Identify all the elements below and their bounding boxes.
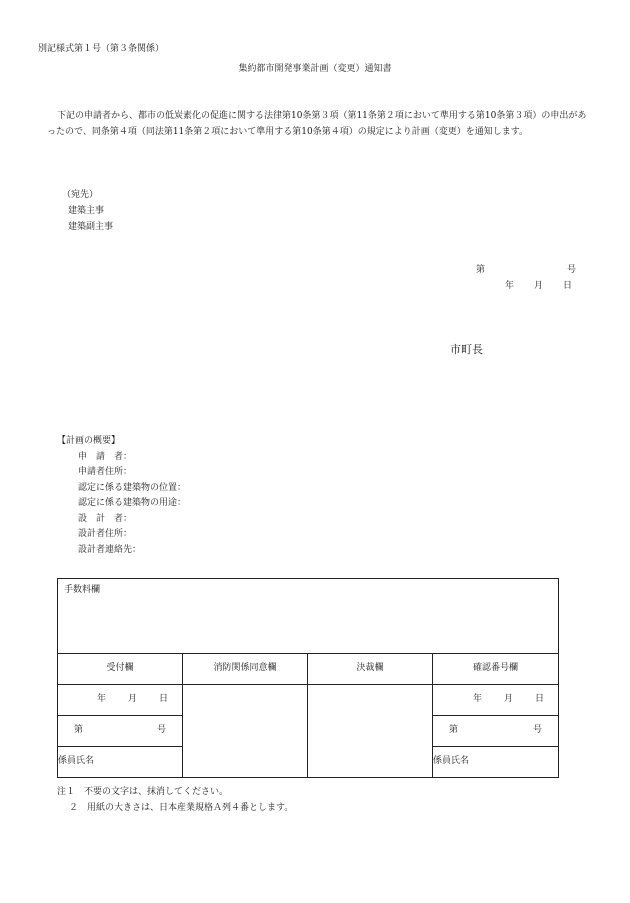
reception-staff-cell: 係員氏名 <box>58 747 183 778</box>
form-number: 別記様式第１号（第３条関係） <box>38 44 165 54</box>
note-2: ２ 用紙の大きさは、日本産業規格Ａ列４番とします。 <box>69 803 294 813</box>
addressee-line-2: 建築副主事 <box>68 222 114 232</box>
document-date-line <box>505 281 572 293</box>
summary-item: 申 請 者： <box>78 451 133 462</box>
note-1: 注１ 不要の文字は、抹消してください。 <box>57 787 229 797</box>
addressee-line-1: 建築主事 <box>68 206 105 216</box>
column-header-confirmation-number: 確認番号欄 <box>433 654 559 685</box>
sender-name: 市町長 <box>450 343 483 356</box>
date-day: 日 <box>563 281 573 291</box>
plan-summary <box>57 434 186 558</box>
date-year: 年 <box>505 281 515 291</box>
confirmation-staff-cell: 係員氏名 <box>433 747 559 778</box>
summary-heading: 【計画の概要】 <box>57 436 121 446</box>
confirmation-date-cell: 年 月 日 <box>433 685 559 716</box>
number-prefix: 第 <box>476 265 486 275</box>
summary-item: 認定に係る建築物の用途： <box>78 498 187 508</box>
summary-item: 設計者住所： <box>78 529 133 539</box>
column-header-fire-consent: 消防関係同意欄 <box>183 654 308 685</box>
addressee-block <box>62 187 113 235</box>
processing-table <box>57 578 559 778</box>
approval-cell <box>308 685 433 778</box>
document-number-line <box>476 265 576 277</box>
fee-label: 手数料欄 <box>64 585 101 595</box>
summary-item: 設計者連絡先： <box>78 544 142 555</box>
date-month: 月 <box>534 281 544 291</box>
summary-item: 認定に係る建築物の位置： <box>78 482 187 493</box>
column-header-reception: 受付欄 <box>58 654 183 685</box>
number-suffix: 号 <box>566 265 576 275</box>
summary-item: 設 計 者： <box>78 513 133 524</box>
confirmation-number-cell: 第 号 <box>433 716 559 747</box>
notes <box>57 784 293 816</box>
summary-item: 申請者住所： <box>78 467 133 477</box>
reception-date-cell: 年 月 日 <box>58 685 183 716</box>
fire-consent-cell <box>183 685 308 778</box>
fee-cell <box>58 579 559 654</box>
document-title: 集約都市開発事業計画（変更）通知書 <box>238 64 392 74</box>
reception-number-cell: 第 号 <box>58 716 183 747</box>
addressee-label: （宛先） <box>62 190 99 200</box>
intro-paragraph: 下記の申請者から、都市の低炭素化の促進に関する法律第10条第３項（第11条第２項において準用する第10条第３項）の申出があったので、同条第４項（同法第11条第２項において準用する第10条第４項）の規定により計画（変更）を通知します。 <box>47 111 587 137</box>
column-header-approval: 決裁欄 <box>308 654 433 685</box>
